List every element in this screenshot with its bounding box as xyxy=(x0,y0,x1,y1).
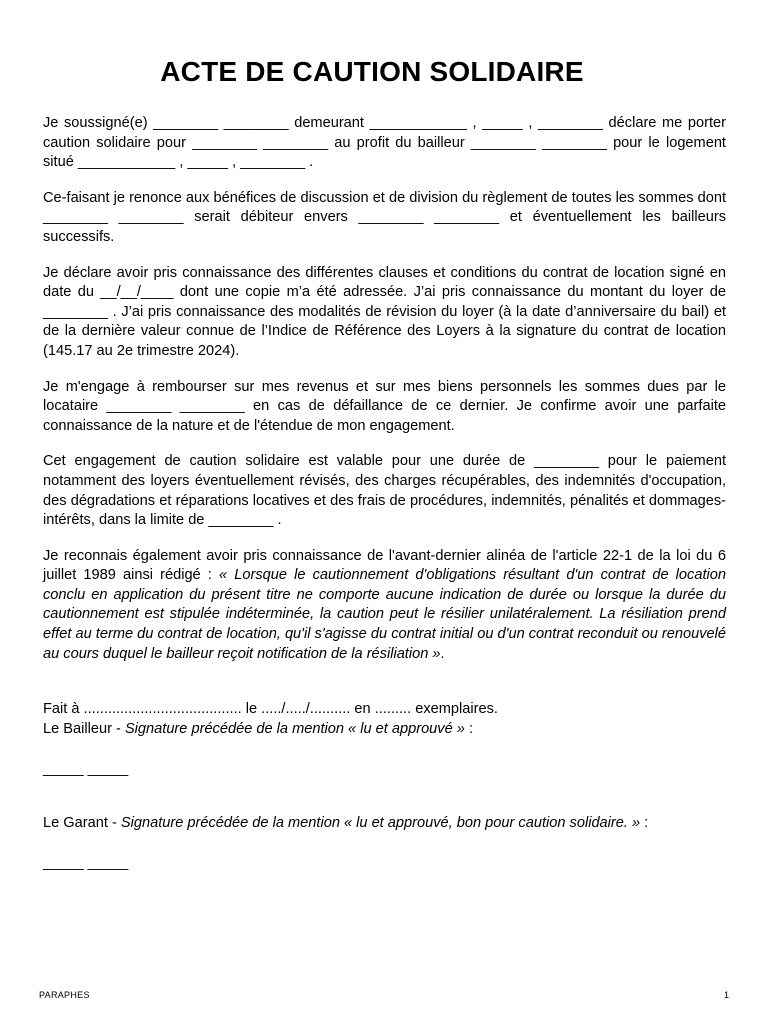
footer-paraphes: PARAPHES xyxy=(39,990,90,1000)
document-title: ACTE DE CAUTION SOLIDAIRE xyxy=(160,56,584,87)
legal-article-end: . xyxy=(440,645,445,662)
legal-article-intro: Je reconnais également avoir pris connaissance de l'avant-dernier alinéa de l'article 22-1 de la loi du 6 juillet 1989 ainsi rédigé : xyxy=(43,547,726,584)
paragraph-lease-knowledge: Je déclare avoir pris connaissance des différentes clauses et conditions du contrat de location signé en date du __/__/____ dont une copie m’a été adressée. J’ai pris connaissance du montant du loyer de ________ . J’ai pris connaissance des modalités de révision du loyer (à la date d’anniversaire du bail) et de la dernière valeur connue de l’Indice de Référence des Loyers à la signature du contrat de location (145.17 au 2e trimestre 2024). xyxy=(43,264,726,359)
bailleur-signature-line: _____ _____ xyxy=(43,760,129,777)
document-body xyxy=(43,114,726,874)
garant-mention: Signature précédée de la mention « lu et approuvé, bon pour caution solidaire. » xyxy=(120,814,645,831)
garant-label: Le Garant - xyxy=(43,814,121,831)
bailleur-label: Le Bailleur - xyxy=(43,720,125,737)
bailleur-signature-label xyxy=(43,720,726,740)
bailleur-mention: Signature précédée de la mention « lu et approuvé » xyxy=(124,720,469,737)
bailleur-colon: : xyxy=(468,720,474,737)
garant-signature-line: _____ _____ xyxy=(43,854,129,871)
paragraph-commitment: Je m'engage à rembourser sur mes revenus et sur mes biens personnels les sommes dues par le locataire ________ ________ en cas de défaillance de ce dernier. Je confirme avoir une parfaite connaissance de la nature et de l'étendue de mon engagement. xyxy=(43,378,726,434)
footer-page-number: 1 xyxy=(723,990,729,1000)
garant-signature-label xyxy=(43,814,726,834)
paragraph-duration: Cet engagement de caution solidaire est valable pour une durée de ________ pour le paiement notamment des loyers éventuellement révisés, des charges récupérables, des indemnités d'occupation, des dégradations et réparations locatives et des frais de procédures, indemnités, pénalités et dommages-intérêts, dans la limite de ________ . xyxy=(43,453,726,529)
paragraph-legal-article xyxy=(43,547,726,665)
legal-article-quote: « Lorsque le cautionnement d'obligations résultant d'un contrat de location conclu en application du présent titre ne comporte aucune indication de durée ou lorsque la durée du cautionnement est stipulée indéterminée, la caution peut le résilier unilatéralement. La résiliation prend effet au terme du contrat de location, qu'il s'agisse du contrat initial ou d'un contrat reconduit ou renouvelé au cours duquel le bailleur reçoit notification de la résiliation » xyxy=(43,567,726,662)
paragraph-identity: Je soussigné(e) ________ ________ demeurant ____________ , _____ , ________ déclare me porter caution solidaire pour ________ ________ au profit du bailleur ________ ________ pour le logement situé ____________ , _____ , ________ . xyxy=(43,115,726,171)
place-date-line: Fait à ....................................... le ...../...../.......... en ......... exemplaires. xyxy=(43,701,498,718)
garant-colon: : xyxy=(644,814,649,831)
paragraph-renunciation: Ce-faisant je renonce aux bénéfices de discussion et de division du règlement de toutes les sommes dont ________ ________ serait débiteur envers ________ ________ et éventuellement les bailleurs successifs. xyxy=(43,189,726,245)
